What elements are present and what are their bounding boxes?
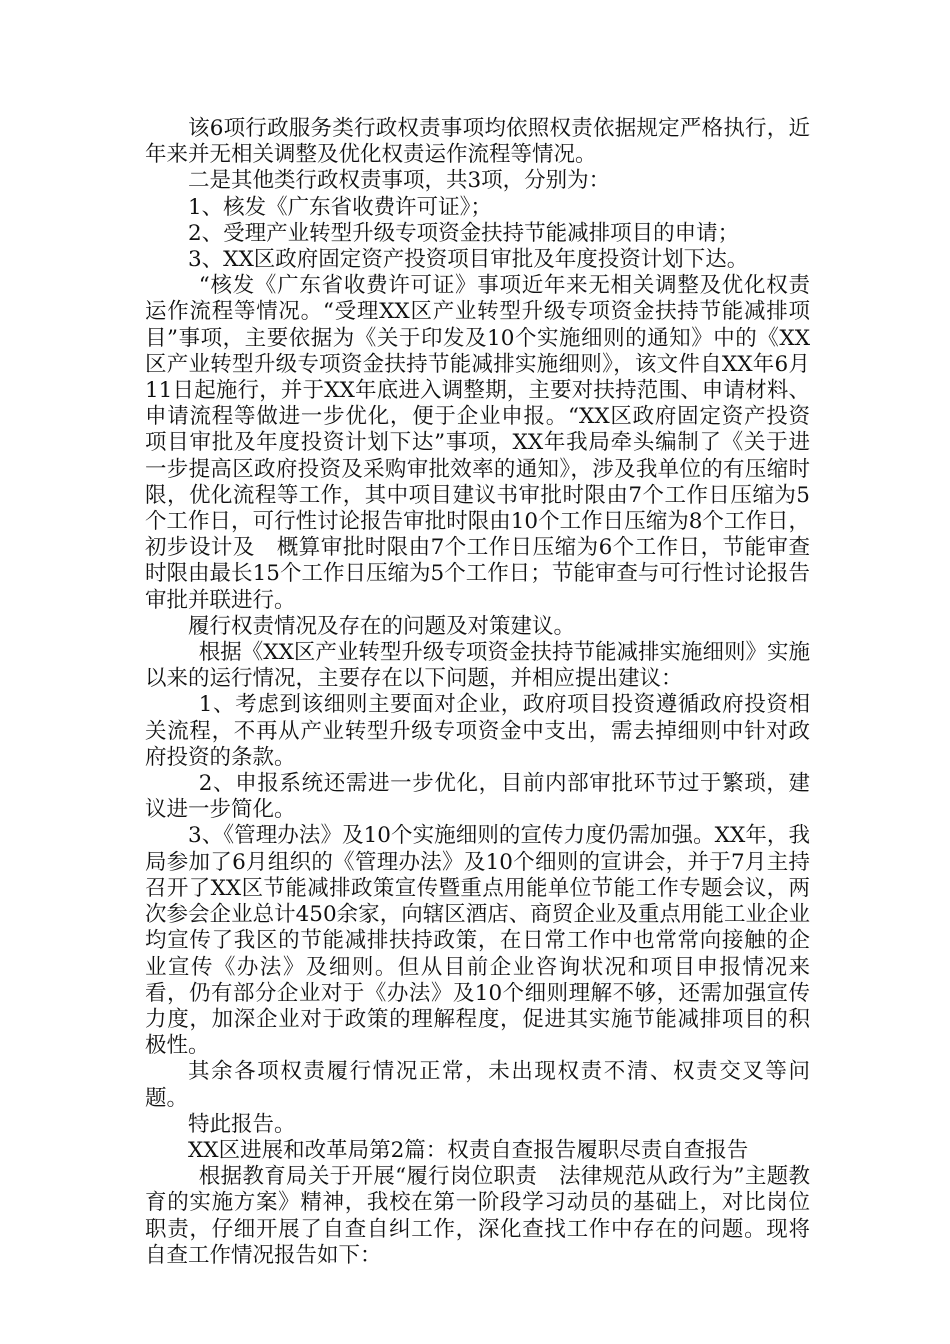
document-body: [145, 116, 810, 1269]
paragraph-other-normal: 其余各项权责履行情况正常，未出现权责不清、权责交叉等问题。: [145, 1059, 810, 1111]
list-item-3: 3、XX区政府固定资产投资项目审批及年度投资计划下达。: [188, 247, 749, 273]
problem-item-1: 1、考虑到该细则主要面对企业，政府项目投资遵循政府投资相关流程，不再从产业转型升级专项资金中支出，需去掉细则中针对政府投资的条款。: [145, 692, 810, 770]
paragraph-other-items-intro: 二是其他类行政权责事项，共3项，分别为：: [188, 168, 611, 194]
list-item-1: 1、核发《广东省收费许可证》；: [188, 194, 492, 220]
paragraph-service-items: 该6项行政服务类行政权责事项均依照权责依据规定严格执行，近年来并无相关调整及优化权责运作流程等情况。: [145, 116, 810, 168]
list-item-2: 2、受理产业转型升级专项资金扶持节能减排项目的申请；: [188, 220, 740, 246]
paragraph-second-title: XX区进展和改革局第2篇：权责自查报告履职尽责自查报告: [188, 1137, 749, 1163]
section-heading-performance: 履行权责情况及存在的问题及对策建议。: [188, 613, 576, 639]
problem-item-2: 2、申报系统还需进一步优化，目前内部审批环节过于繁琐，建议进一步简化。: [145, 771, 810, 823]
paragraph-problems-intro: 根据《XX区产业转型升级专项资金扶持节能减排实施细则》实施以来的运行情况，主要存在以下问题，并相应提出建议：: [145, 640, 810, 692]
paragraph-second-intro: 根据教育局关于开展“履行岗位职责 法律规范从政行为”主题教育的实施方案》精神，我校在第一阶段学习动员的基础上，对比岗位职责，仔细开展了自查自纠工作，深化查找工作中存在的问题。现将自查工作情况报告如下：: [145, 1164, 810, 1268]
problem-item-3: 3、《管理办法》及10个实施细则的宣传力度仍需加强。XX年，我局参加了6月组织的《管理办法》及10个细则的宣讲会，并于7月主持召开了XX区节能减排政策宣传暨重点用能单位节能工作专题会议，两次参会企业总计450余家，向辖区酒店、商贸企业及重点用能工业企业均宣传了我区的节能减排扶持政策，在日常工作中也常常向接触的企业宣传《办法》及细则。但从目前企业咨询状况和项目申报情况来看，仍有部分企业对于《办法》及10个细则理解不够，还需加强宣传力度，加深企业对于政策的理解程度，促进其实施节能减排项目的积极性。: [145, 823, 810, 1059]
paragraph-details: “核发《广东省收费许可证》事项近年来无相关调整及优化权责运作流程等情况。“受理XX区产业转型升级专项资金扶持节能减排项目”事项，主要依据为《关于印发及10个实施细则的通知》中的《XX区产业转型升级专项资金扶持节能减排实施细则》，该文件自XX年6月11日起施行，并于XX年底进入调整期，主要对扶持范围、申请材料、申请流程等做进一步优化，便于企业申报。“XX区政府固定资产投资项目审批及年度投资计划下达”事项，XX年我局牵头编制了《关于进一步提高区政府投资及采购审批效率的通知》，涉及我单位的有压缩时限，优化流程等工作，其中项目建议书审批时限由7个工作日压缩为5个工作日，可行性讨论报告审批时限由10个工作日压缩为8个工作日，初步设计及 概算审批时限由7个工作日压缩为6个工作日，节能审查时限由最长15个工作日压缩为5个工作日；节能审查与可行性讨论报告审批并联进行。: [145, 273, 810, 613]
paragraph-closing: 特此报告。: [188, 1111, 296, 1137]
